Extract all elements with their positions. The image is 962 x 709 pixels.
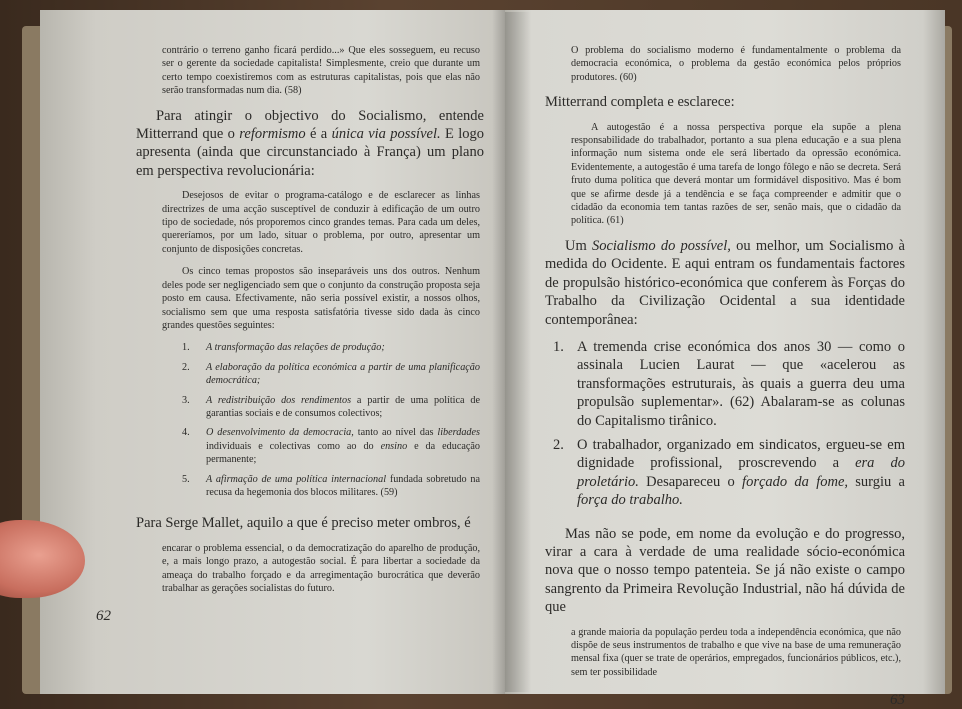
page-number: 63: [890, 692, 905, 709]
text-run: Desapareceu o: [638, 473, 743, 490]
list-item: [553, 436, 905, 510]
factors-list: [553, 338, 905, 516]
italic-text: A afirmação de uma política internacional: [206, 473, 387, 485]
list-item: [553, 338, 905, 430]
quote-61: [571, 121, 901, 228]
text-run: Desejosos de evitar o programa-catálogo e de esclarecer as linhas directrizes de uma acção susceptível de conduzir à edificação de um outro tipo de sociedade, nós proporemos cinco grandes temas. Para cada um deles, quereríamos, por um lado, situar o problema, por outro, apresentar um conjunto de disposições concretas.: [162, 190, 480, 255]
paragraph-mitterrand: [136, 107, 484, 181]
text-run: A autogestão é a nossa perspectiva porque ela supõe a plena responsabilidade do trabalhador, portanto a sua plena educação e a sua plena informação num sistema onde ele será libertado da opressão económica. Evidentemente, a autogestão é uma tarefa de longo fôlego e não se decreta. Será fruto duma política que deverá montar um formidável dispositivo. Mas é bom que se afirme desde já a tendência e se faça compreender e admitir que o cidadão da economia tem tantas razões de ser, senão mais, que o cidadão da política. (61): [571, 121, 901, 227]
quote-temas: [162, 265, 480, 332]
list-item-text: [206, 342, 385, 353]
quote-60: [571, 44, 901, 84]
list-item-text: [577, 437, 905, 508]
italic-text: A transformação das relações de produção;: [206, 342, 385, 354]
text-run: Para atingir o objectivo do Socialismo, entende Mitterrand que o: [136, 107, 484, 143]
page-number: 62: [96, 608, 111, 625]
list-number: 2.: [182, 361, 190, 373]
text-run: contrário o terreno ganho ficará perdido...» Que eles sosseguem, eu recuso ser o gerente da sociedade capitalista! Simplesmente, creio que durante um certo tempo coexistiremos com as estruturas capitalistas, pois que elas não serão transformadas num dia. (58): [162, 45, 480, 97]
text-run: é a: [305, 126, 332, 143]
text-run: O trabalhador, organizado em sindicatos, ergueu-se em dignidade profissional, proscrevendo a: [577, 436, 905, 472]
italic-text: era do proletário.: [577, 455, 905, 490]
paragraph-serge-mallet: [136, 514, 484, 532]
quote-mallet: [162, 542, 480, 596]
list-item: [182, 361, 480, 388]
text-run: encarar o problema essencial, o da democratização do aparelho de produção, e, a mais longo prazo, a autogestão social. É para libertar a sociedade da ameaça do trabalho forçado e da arregimentação burocrática que deverão trabalhar as gerações socialistas do futuro.: [162, 542, 480, 594]
italic-text: reformismo: [239, 126, 306, 143]
text-run: A tremenda crise económica dos anos 30 — como o assinala Lucien Laurat — que «acelerou as transformações estruturais, às quais a guerra deu uma propulsão suplementar». (62) Abalaram-se as colunas do Capitalismo tirânico.: [577, 338, 905, 429]
paragraph-socialismo-possivel: [545, 237, 905, 329]
list-number: 5.: [182, 473, 190, 485]
italic-text: O desenvolvimento da democracia,: [206, 427, 354, 439]
text-run: individuais e colectivas como ao do: [206, 440, 381, 452]
text-run: E logo apresenta (ainda que circunstanciado à França) um plano em perspectiva revolucionária:: [136, 126, 484, 179]
italic-text: ensino: [380, 440, 408, 452]
text-run: tanto ao nível das: [353, 427, 438, 439]
italic-text: Socialismo do possível,: [591, 237, 731, 254]
list-item-text: [206, 395, 480, 419]
right-page: [505, 10, 945, 709]
list-number: 1.: [553, 338, 564, 355]
italic-text: única via possível.: [331, 126, 441, 143]
text-run: a partir de uma política de garantias sociais e de consumos colectivos;: [206, 394, 481, 419]
text-run: Mas não se pode, em nome da evolução e do progresso, virar a cara à verdade de uma realidade sócio-económica nova que o nosso tempo patenteia. Se já não existe o campo sangrento da Primeira Revolução Industrial, não há dúvida de que: [545, 525, 905, 616]
list-item: [182, 341, 480, 354]
italic-text: A redistribuição dos rendimentos: [206, 394, 352, 406]
italic-text: A elaboração da política económica a partir de uma planificação democrática;: [206, 361, 480, 387]
left-page: [40, 10, 506, 694]
paragraph-mas-nao: [545, 525, 905, 617]
text-run: fundada sobretudo na recusa da hegemonia dos blocos militares. (59): [206, 473, 480, 498]
text-run: O problema do socialismo moderno é fundamentalmente o problema da democracia económica, o problema da gestão económica pelos próprios produtores. (60): [571, 45, 901, 83]
list-item-text: [577, 339, 905, 429]
italic-text: força do trabalho.: [577, 492, 683, 509]
quote-temas-intro: [162, 189, 480, 256]
text-run: surgiu a: [848, 473, 905, 490]
list-number: 4.: [182, 427, 190, 439]
italic-text: forçado da fome,: [742, 473, 849, 490]
text-run: ou melhor, um Socialismo à medida do Ocidente. E aqui entram os fundamentais factores de propulsão histórico-económica que conferem às Forças do Trabalho da Civilização Ocidental a sua identidade contemporânea:: [545, 237, 905, 328]
text-run: Mitterrand completa e esclarece:: [545, 94, 735, 111]
list-item: [182, 473, 480, 500]
paragraph-mitterrand-completa: [545, 93, 905, 111]
list-item: [182, 394, 480, 421]
list-item-text: [206, 474, 480, 498]
text-run: Um: [565, 237, 592, 254]
italic-text: liberdades: [437, 427, 480, 439]
text-run: Os cinco temas propostos são inseparáveis uns dos outros. Nenhum deles pode ser negligenciado sem que o conjunto da construção proposta seja posto em causa. Efectivamente, não seria possível existir, a nossos olhos, socialismo sem que uma resposta satisfatória tivesse sido dada às cinco grandes questões seguintes:: [162, 266, 480, 331]
quote-populacao: [571, 626, 901, 680]
list-number: 3.: [182, 394, 190, 406]
text-run: Para Serge Mallet, aquilo a que é preciso meter ombros, é: [136, 515, 471, 532]
list-item-text: [206, 427, 480, 465]
list-number: 1.: [182, 342, 190, 354]
text-run: e da educação permanente;: [206, 440, 480, 466]
quote-58: [162, 44, 480, 98]
list-item: [182, 426, 480, 466]
text-run: a grande maioria da população perdeu toda a independência económica, que não dispõe de seus instrumentos de trabalho e que vive na base de uma remuneração mensal fixa (quer se trate de operários, empregados, funcionários públicos, etc.), sem ter possibilidade: [571, 626, 901, 678]
list-item-text: [206, 362, 480, 386]
list-number: 2.: [553, 436, 564, 453]
five-themes-list: [182, 341, 480, 505]
